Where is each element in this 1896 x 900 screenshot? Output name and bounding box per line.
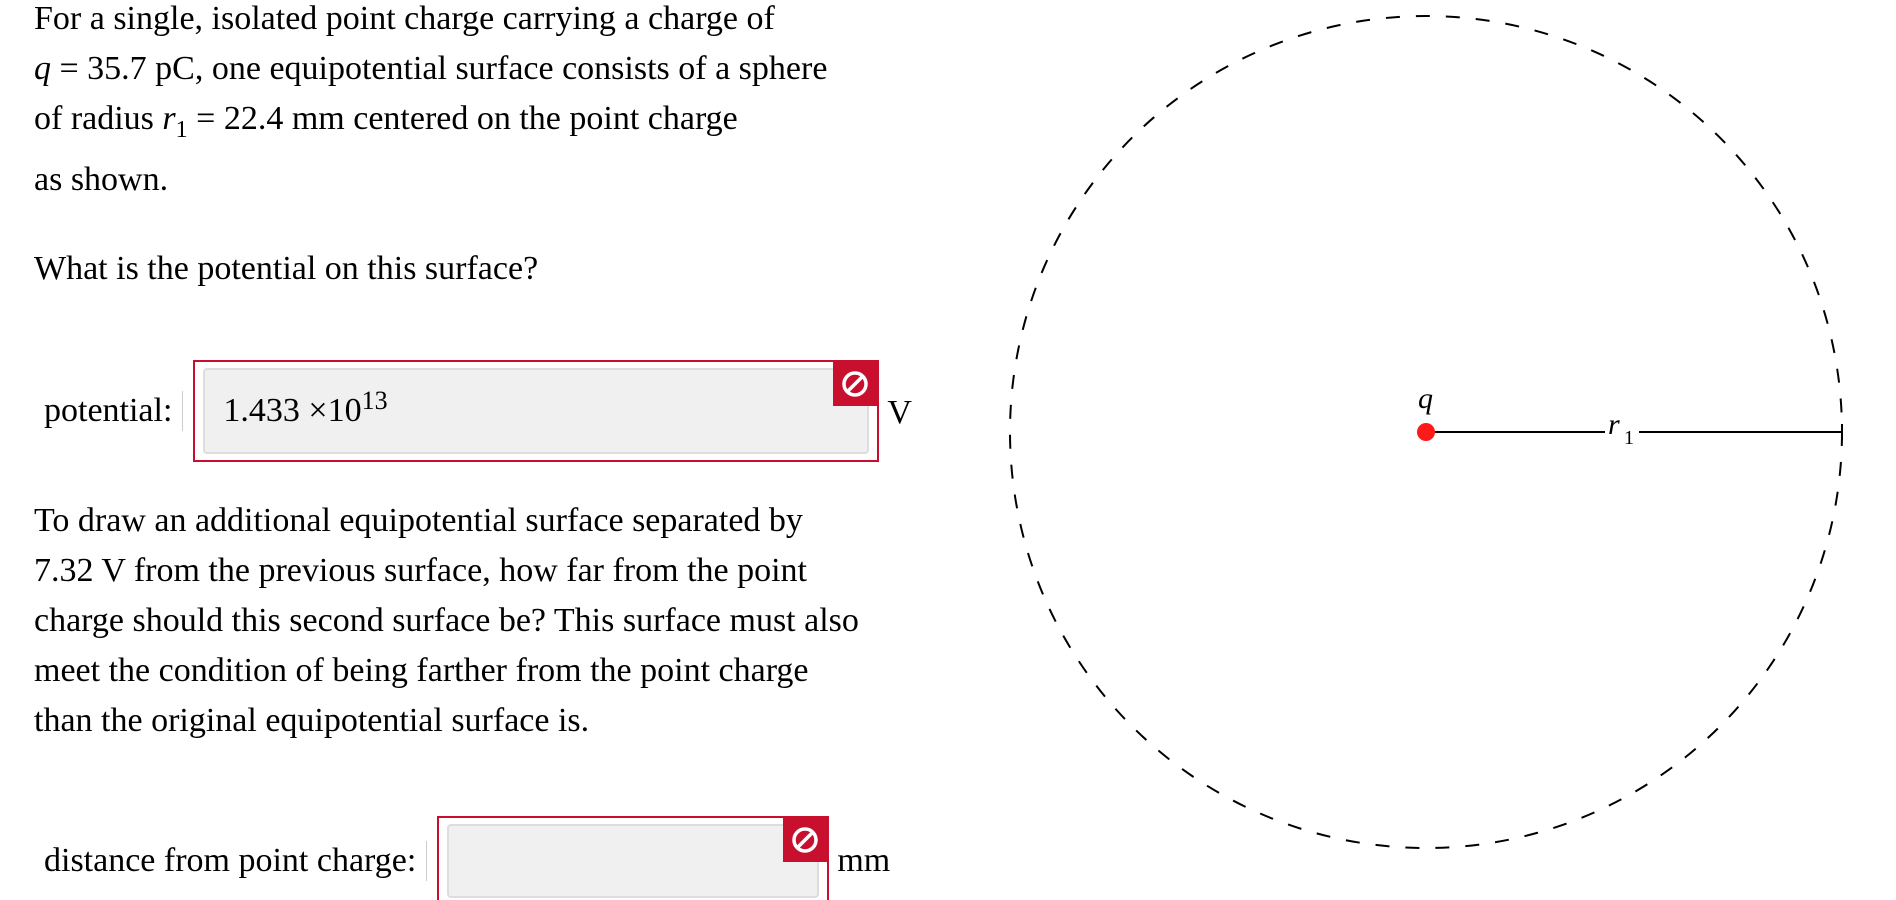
distance-answer-row <box>44 816 890 900</box>
question-1-text <box>34 244 934 294</box>
question-2-line-3 <box>34 596 934 646</box>
question-2-line-2 <box>34 546 934 596</box>
intro-line-3 <box>34 94 934 155</box>
distance-unit: mm <box>837 842 891 879</box>
distance-answer-frame <box>437 816 829 900</box>
intro-line-2 <box>34 44 934 94</box>
question-1-line <box>34 244 934 294</box>
potential-value-exponent: 13 <box>361 386 388 415</box>
question-1-prompt: What is the potential on this surface? <box>34 250 539 287</box>
r-subscript: 1 <box>175 117 188 143</box>
potential-answer-row <box>44 360 912 462</box>
intro-line-1-text: For a single, isolated point charge carrying a charge of <box>34 0 775 37</box>
diagram-svg <box>980 0 1896 900</box>
question-2-line-5-text: than the original equipotential surface is. <box>34 702 590 739</box>
intro-line-1 <box>34 0 934 44</box>
potential-input[interactable] <box>203 368 869 454</box>
question-2-line-1-text: To draw an additional equipotential surface separated by <box>34 502 803 539</box>
incorrect-icon-2 <box>790 825 820 855</box>
q-symbol: q <box>34 50 51 87</box>
incorrect-badge-2 <box>783 818 827 862</box>
incorrect-icon <box>840 369 870 399</box>
distance-input[interactable] <box>447 824 819 898</box>
intro-line-4 <box>34 155 934 205</box>
question-2-line-1 <box>34 496 934 546</box>
problem-statement <box>34 0 934 205</box>
question-2-line-4-text: meet the condition of being farther from the point charge <box>34 652 809 689</box>
charge-value-text: = 35.7 pC, one equipotential surface consists of a sphere <box>51 50 828 87</box>
distance-label: distance from point charge: <box>44 841 427 881</box>
potential-unit: V <box>887 394 912 431</box>
question-2-line-5 <box>34 696 934 746</box>
question-2-line-2-text: 7.32 V from the previous surface, how far from the point <box>34 552 808 589</box>
potential-label: potential: <box>44 391 183 431</box>
radius-label-subscript: 1 <box>1624 427 1634 449</box>
radius-prefix-text: of radius <box>34 100 163 137</box>
intro-line-4-text: as shown. <box>34 161 169 198</box>
r-symbol: r <box>162 100 176 137</box>
incorrect-badge <box>833 362 877 406</box>
charge-label: q <box>1418 382 1433 415</box>
point-charge <box>1417 423 1435 441</box>
radius-value-text: = 22.4 mm centered on the point charge <box>187 100 738 137</box>
equipotential-diagram <box>980 0 1896 900</box>
potential-answer-frame <box>193 360 879 462</box>
question-2-line-4 <box>34 646 934 696</box>
radius-label: r <box>1608 408 1620 441</box>
question-2-line-3-text: charge should this second surface be? This surface must also <box>34 602 859 639</box>
potential-value-mantissa: 1.433 ×10 <box>223 392 362 429</box>
question-2-text <box>34 496 934 746</box>
